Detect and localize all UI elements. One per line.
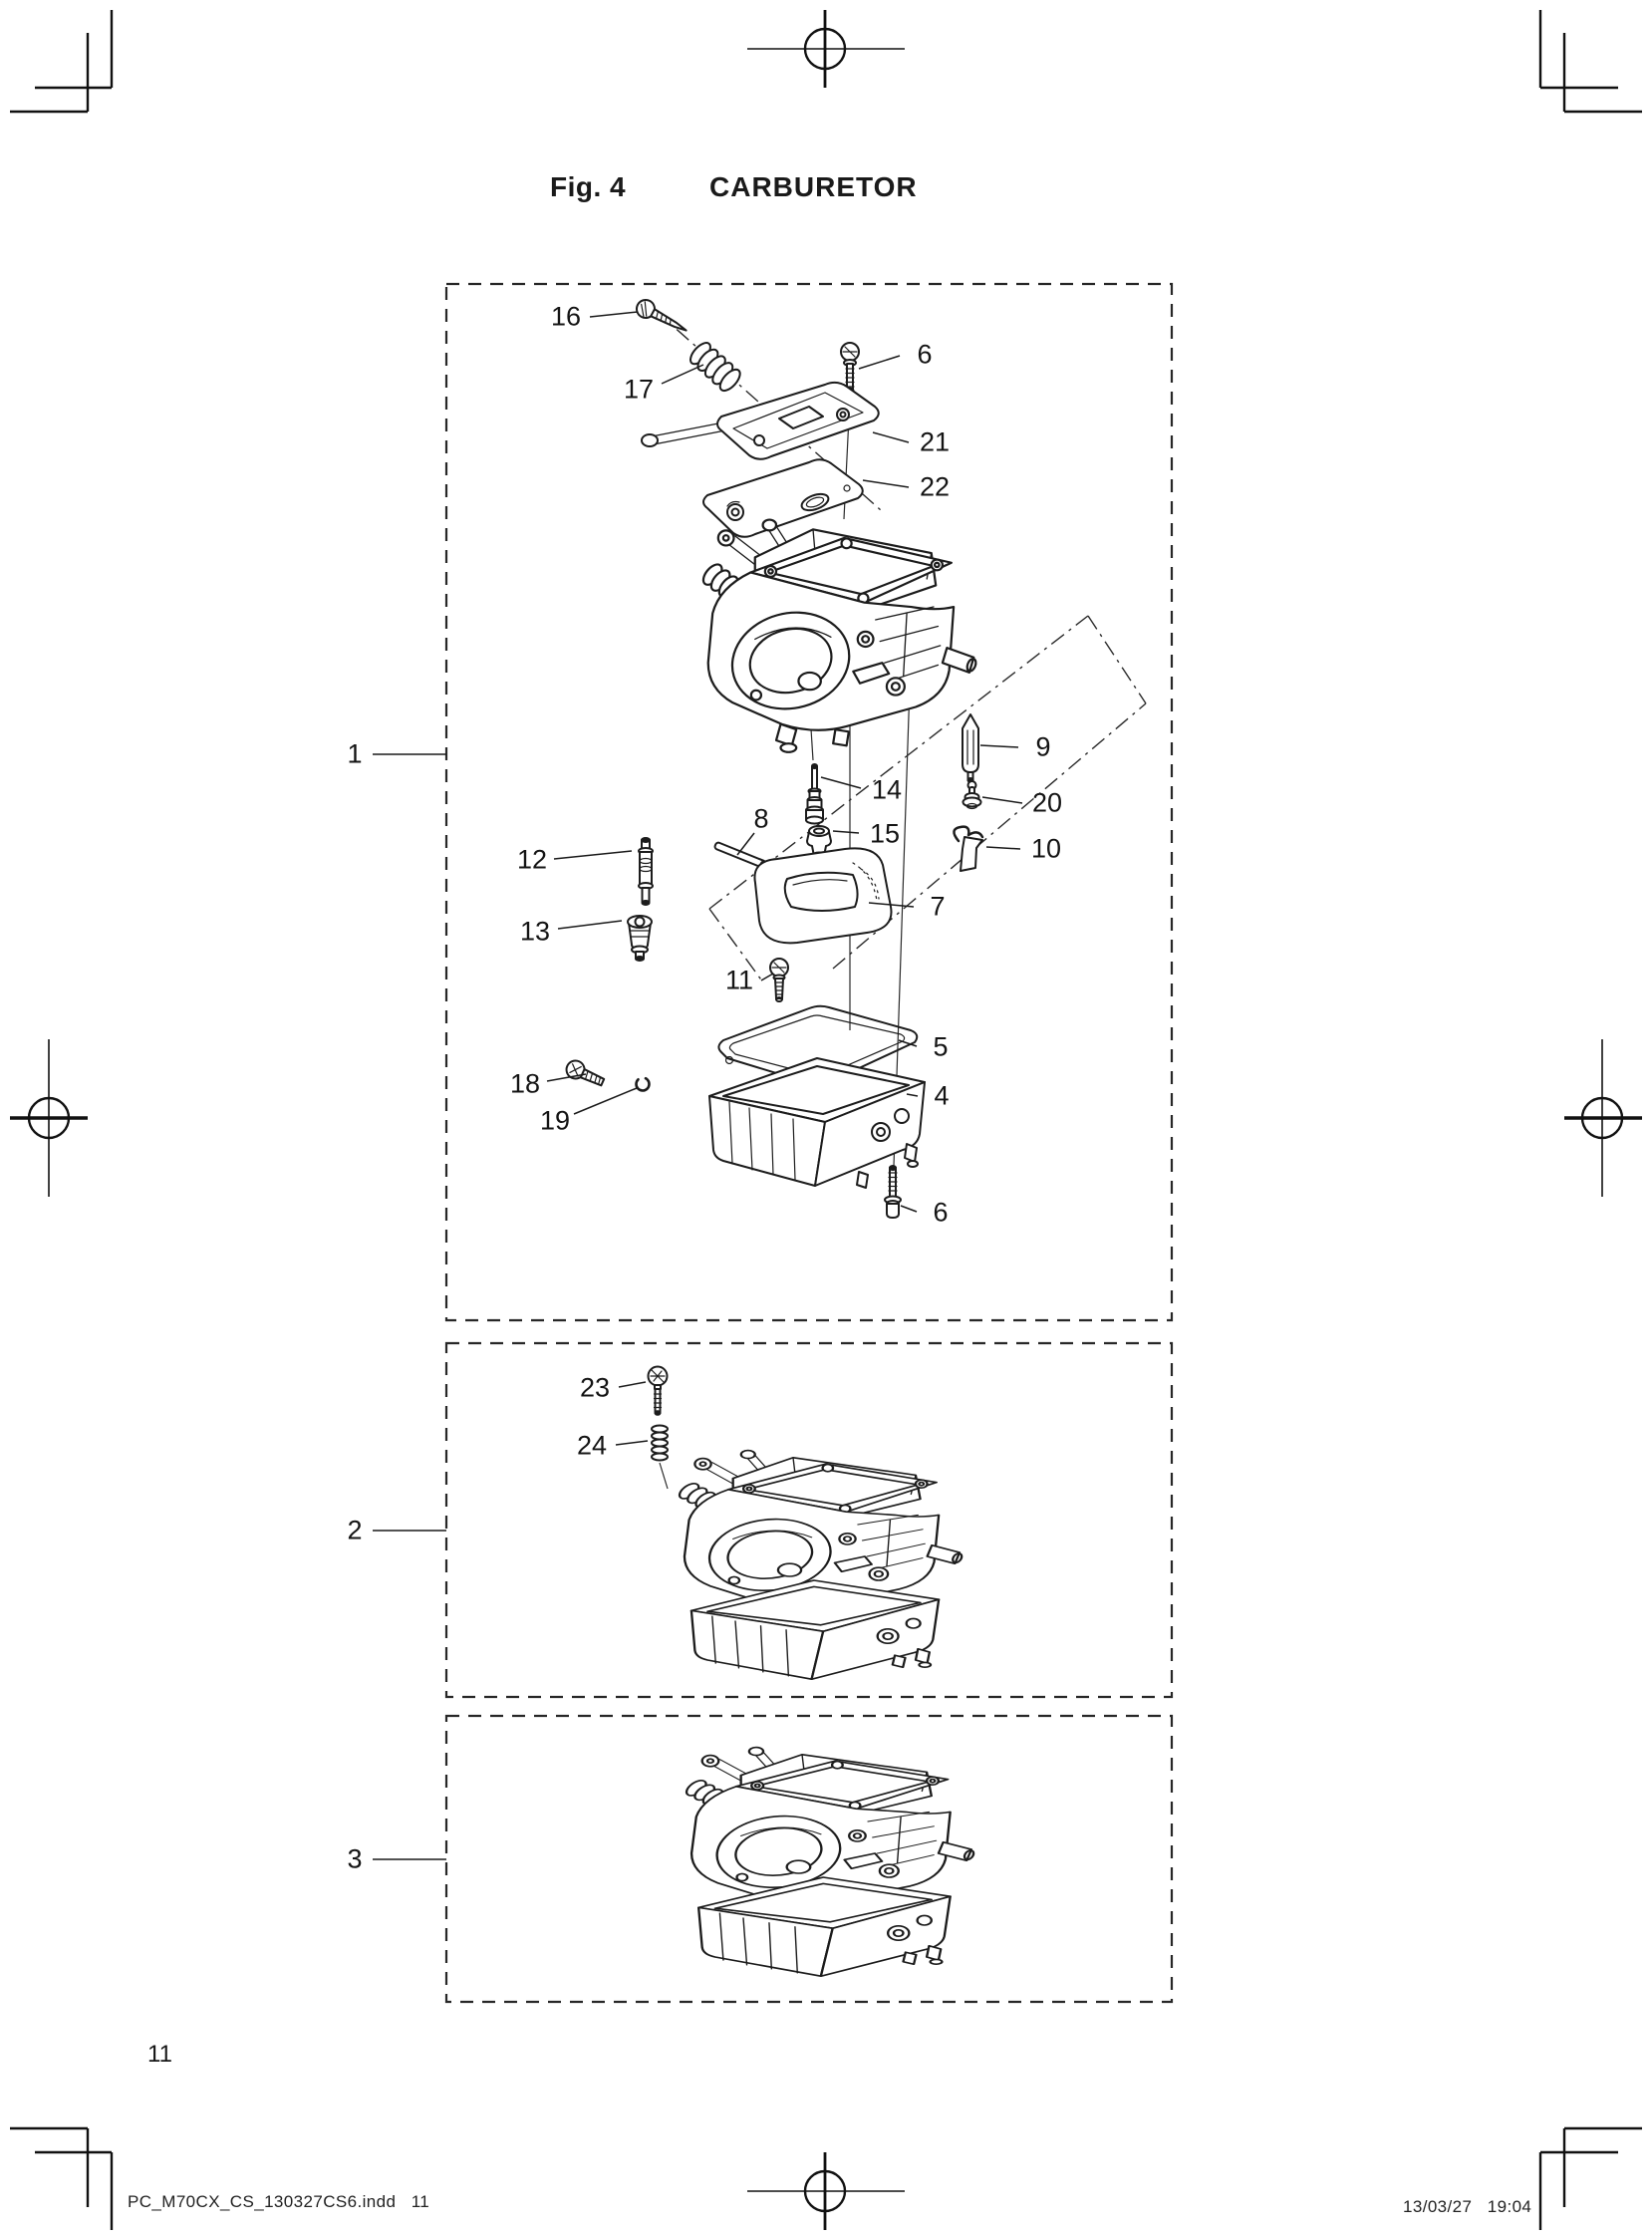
- callout-13: 13: [519, 916, 551, 947]
- callout-20: 20: [1031, 787, 1063, 818]
- part-carburetor-assembly-2: [676, 1451, 964, 1680]
- part-14-main-nozzle: [806, 764, 823, 824]
- callout-15: 15: [869, 818, 901, 849]
- callout-18: 18: [509, 1068, 541, 1099]
- page-number: 11: [147, 2041, 172, 2068]
- registration-mark-right: [1564, 1039, 1642, 1197]
- part-24-spring: [652, 1426, 668, 1461]
- part-11-screw: [770, 959, 788, 1001]
- part-10-clip: [954, 827, 982, 871]
- part-6-bolt-bottom: [885, 1166, 901, 1218]
- callout-22: 22: [919, 471, 951, 502]
- callout-17: 17: [623, 374, 655, 405]
- callout-9: 9: [1035, 731, 1051, 762]
- group-label-1: 1: [347, 738, 363, 769]
- part-13-jet: [628, 916, 652, 961]
- callout-8: 8: [753, 803, 769, 834]
- callout-11: 11: [724, 965, 754, 995]
- figure-title: CARBURETOR: [709, 171, 918, 202]
- part-23-screw: [649, 1367, 668, 1415]
- callout-16: 16: [550, 301, 582, 332]
- callout-10: 10: [1030, 833, 1062, 864]
- footer-datetime: 13/03/27 19:04: [1403, 2197, 1532, 2216]
- registration-mark-top: [747, 10, 905, 88]
- registration-mark-left: [10, 1039, 88, 1197]
- callout-19: 19: [539, 1105, 571, 1136]
- part-7-float: [754, 848, 891, 943]
- part-12-jet: [639, 838, 653, 905]
- callout-21: 21: [919, 426, 951, 457]
- group-label-2: 2: [347, 1515, 363, 1545]
- footer-filename: PC_M70CX_CS_130327CS6.indd 11: [128, 2192, 430, 2211]
- callout-6-top: 6: [917, 339, 933, 370]
- part-17-spring: [687, 340, 743, 395]
- part-21-pump-cover: [642, 383, 879, 459]
- callout-12: 12: [516, 844, 548, 875]
- callout-6-bottom: 6: [933, 1197, 949, 1228]
- callout-4: 4: [934, 1080, 950, 1111]
- part-carburetor-assembly-3: [683, 1748, 975, 1977]
- part-19-washer: [634, 1075, 652, 1093]
- part-20-valve-seat: [964, 781, 981, 809]
- part-16-screw: [634, 297, 690, 339]
- callout-5: 5: [933, 1031, 949, 1062]
- registration-mark-bottom: [747, 2152, 905, 2230]
- group-label-3: 3: [347, 1843, 363, 1874]
- callout-7: 7: [930, 891, 946, 922]
- callout-24: 24: [576, 1430, 608, 1461]
- part-carburetor-body: [699, 520, 977, 752]
- figure-label: Fig. 4: [550, 171, 627, 202]
- callout-23: 23: [579, 1372, 611, 1403]
- callout-14: 14: [871, 774, 903, 805]
- part-9-needle-valve: [963, 714, 978, 782]
- part-22-gasket: [703, 459, 863, 537]
